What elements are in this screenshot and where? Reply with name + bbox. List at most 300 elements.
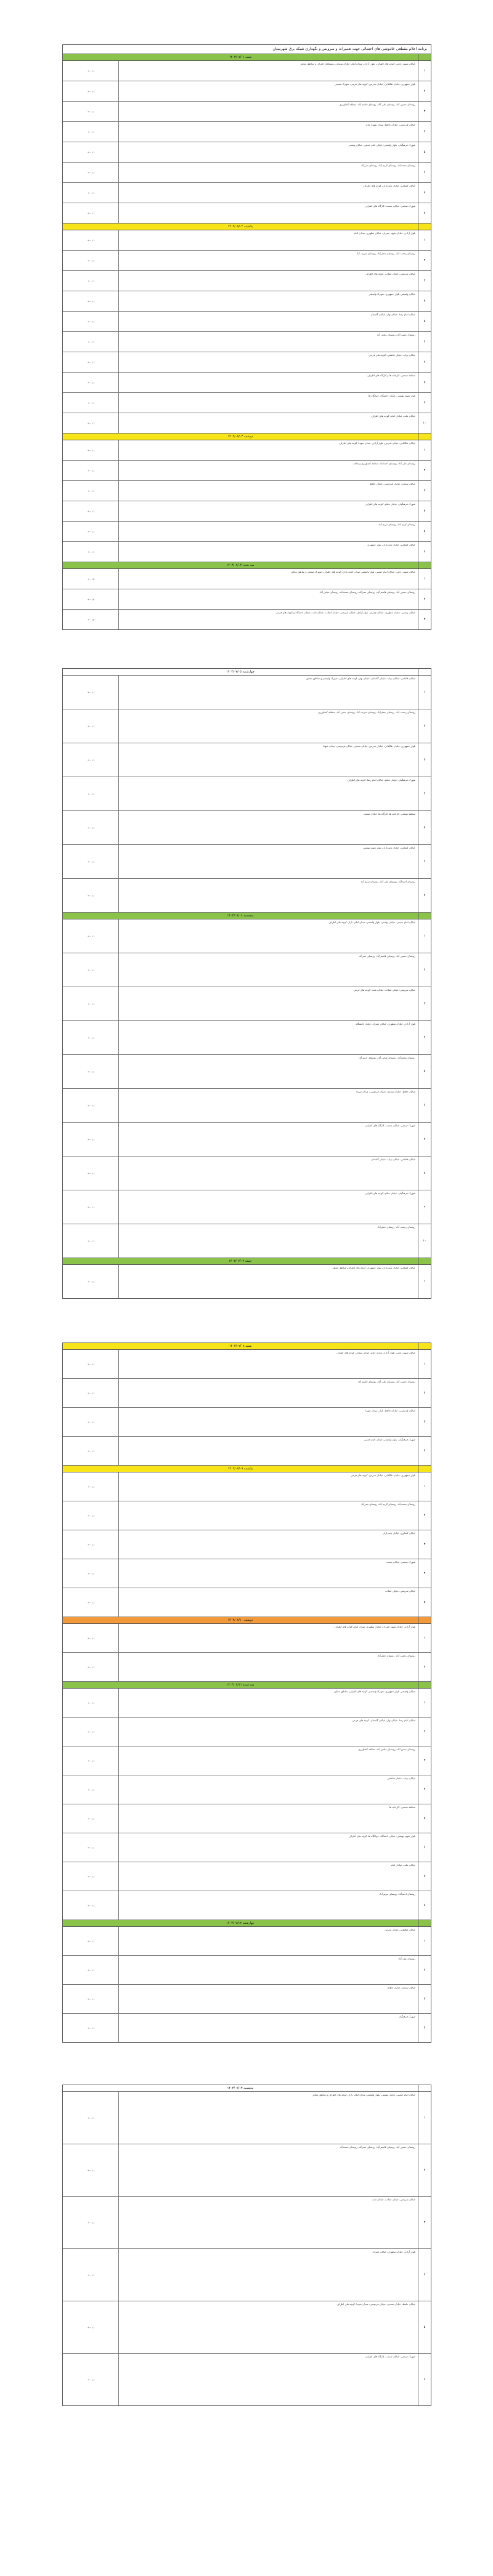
- table-row: [63, 352, 431, 373]
- row-areas: خیابان سعدی، خیابان فردوسی، خیابان حافظ: [370, 482, 415, 485]
- row-time: ۰۹ - ۱۱: [63, 1718, 119, 1746]
- table-row: [63, 251, 431, 271]
- table-row: [63, 610, 431, 629]
- row-areas: خیابان کشاورز، خیابان پاسداران، کوچه های اطراف: [363, 184, 415, 187]
- section-header-index-cell: [418, 913, 431, 919]
- row-areas: روستای حسین آباد، روستای قاسم آباد، روستای نصرآباد: [359, 955, 415, 958]
- table-row: [63, 953, 431, 987]
- section-label: سه شنبه ۱۴۰۳/۰۷/۰۴: [226, 563, 255, 567]
- row-time: ۰۹ - ۱۱: [63, 1927, 119, 1955]
- row-number: ۳: [418, 1530, 431, 1559]
- table-row: [63, 501, 431, 522]
- row-number: ۵: [418, 1588, 431, 1617]
- row-time: ۰۹ - ۱۱: [63, 987, 119, 1020]
- section-label: دوشنبه ۱۴۰۳/۰۷/۱۰: [227, 1618, 253, 1622]
- row-number: ۶: [418, 1089, 431, 1122]
- section-header: [63, 1617, 431, 1624]
- section-header: [63, 1258, 431, 1265]
- row-time: ۰۹ - ۱۱: [63, 413, 119, 433]
- row-areas: شهرک صنعتی، خیابان صنعت، کارگاه های اطراف: [365, 204, 415, 208]
- table-row: [63, 1653, 431, 1682]
- row-number: ۵: [418, 1055, 431, 1088]
- row-number: ۲: [418, 1956, 431, 1984]
- table-row: [63, 522, 431, 542]
- row-time: ۰۹ - ۱۱: [63, 1530, 119, 1559]
- table-row: [63, 845, 431, 879]
- page-title: برنامه اعلام مقطعی خاموشی های احتمالی جهت تعمیرات و سرویس و نگهداری شبکه برق شهرستان: [63, 45, 431, 54]
- row-number: ۴: [418, 2014, 431, 2042]
- table-row: [63, 1985, 431, 2014]
- row-time: ۰۹ - ۱۱: [63, 1408, 119, 1436]
- row-time: ۰۹ - ۱۱: [63, 2301, 119, 2353]
- row-areas: منطقه صنعتی، کارخانه ها، کارگاه ها، خیابان صنعت: [363, 812, 415, 815]
- table-row: [63, 142, 431, 163]
- section-label: شنبه ۱۴۰۳/۰۷/۰۱: [229, 55, 252, 59]
- row-number: ۳: [418, 610, 431, 629]
- section-header-index-cell: [418, 2085, 431, 2091]
- row-time: ۰۹ - ۱۱: [63, 709, 119, 743]
- table-row: [63, 440, 431, 461]
- row-number: ۷: [418, 1862, 431, 1891]
- row-time: ۰۹ - ۱۱: [63, 332, 119, 352]
- row-areas: روستای رحمت آباد، روستای جعفرآباد: [377, 1654, 415, 1657]
- row-number: ۱: [418, 1265, 431, 1298]
- schedule-table-4: [62, 2085, 431, 2406]
- row-areas: روستای محمدآباد، روستای کریم آباد، روستای نصرآباد: [361, 1503, 415, 1506]
- section-header: [63, 562, 431, 569]
- row-areas: روستای علی آباد: [398, 1957, 415, 1960]
- row-number: ۲: [418, 1379, 431, 1407]
- table-row: [63, 1265, 431, 1298]
- section-header-index-cell: [418, 1466, 431, 1472]
- table-row: [63, 481, 431, 501]
- table-row: [63, 461, 431, 481]
- section-header: [63, 1920, 431, 1927]
- section-header-index-cell: [418, 1343, 431, 1349]
- table-row: [63, 919, 431, 953]
- table-row: [63, 1530, 431, 1559]
- section-label: یکشنبه ۱۴۰۳/۰۷/۰۲: [227, 225, 253, 228]
- row-time: ۰۹ - ۱۱: [63, 1437, 119, 1465]
- table-row: [63, 102, 431, 122]
- section-label: پنجشنبه ۱۴۰۳/۰۷/۰۶: [227, 914, 254, 918]
- row-time: ۰۹ - ۱۱: [63, 1862, 119, 1891]
- row-areas: شهرک صنعتی، خیابان صنعت، کارگاه های اطراف: [365, 1124, 415, 1127]
- row-number: ۳: [418, 2197, 431, 2248]
- row-areas: خیابان فاطمی، خیابان نواب، خیابان گلستان، خیابان بهار، کوچه های اطراف، شهرک ولیعصر و مناطق مجاور: [306, 677, 415, 680]
- row-number: ۵: [418, 522, 431, 541]
- row-areas: بلوار آزادی، خیابان مطهری، خیابان چمران: [372, 2250, 415, 2253]
- row-areas: روستای رحمت آباد، روستای جعفرآباد، روستای شریف آباد: [356, 252, 415, 255]
- row-areas: روستای احمدآباد، روستای مریم آباد: [379, 1892, 415, 1896]
- row-time: ۰۹ - ۱۱: [63, 1055, 119, 1088]
- row-time: ۰۹ - ۱۳: [63, 589, 119, 609]
- table-row: [63, 1833, 431, 1862]
- section-label: دوشنبه ۱۴۰۳/۰۷/۰۳: [227, 435, 253, 438]
- row-areas: خیابان سعدی، خیابان حافظ: [387, 1986, 415, 1989]
- row-time: ۰۹ - ۱۱: [63, 522, 119, 541]
- row-number: ۱: [418, 569, 431, 589]
- section-header: [63, 1466, 431, 1472]
- section-header-index-cell: [418, 1617, 431, 1623]
- row-number: ۵: [418, 811, 431, 844]
- row-number: ۱: [418, 1927, 431, 1955]
- row-time: ۰۹ - ۱۱: [63, 1689, 119, 1717]
- row-time: ۰۹ - ۱۱: [63, 1588, 119, 1617]
- table-row: [63, 743, 431, 777]
- row-number: ۱: [418, 1689, 431, 1717]
- row-number: ۲: [418, 251, 431, 270]
- row-number: ۱: [418, 676, 431, 709]
- table-row: [63, 709, 431, 743]
- table-row: [63, 1588, 431, 1617]
- table-row: [63, 413, 431, 434]
- row-areas: خیابان شریعتی، خیابان انقلاب، خیابان ملت: [372, 2198, 415, 2201]
- row-areas: خیابان ملت، خیابان امام: [391, 1863, 415, 1867]
- row-time: ۰۹ - ۱۱: [63, 2014, 119, 2042]
- table-row: [63, 2014, 431, 2042]
- table-row: [63, 2354, 431, 2405]
- table-row: [63, 1089, 431, 1123]
- row-time: ۰۹ - ۱۱: [63, 1624, 119, 1652]
- row-areas: خیابان شریعتی، خیابان انقلاب، کوچه های اطراف: [365, 272, 415, 275]
- row-areas: بلوار جمهوری، خیابان طالقانی، خیابان مدرس، کوچه های فرعی، شهرک صنعتی: [335, 83, 415, 86]
- table-row: [63, 1123, 431, 1157]
- section-header-index-cell: [418, 1258, 431, 1264]
- row-time: ۰۹ - ۱۱: [63, 1472, 119, 1501]
- row-areas: روستای احمدآباد، روستای علی آباد، روستای مریم آباد: [361, 880, 415, 883]
- row-time: ۰۹ - ۱۱: [63, 122, 119, 142]
- row-number: ۱: [418, 230, 431, 250]
- row-time: ۰۹ - ۱۱: [63, 271, 119, 291]
- row-areas: شهرک فرهنگیان، خیابان معلم، کوچه های اطراف: [365, 1192, 415, 1195]
- table-row: [63, 1862, 431, 1891]
- table-row: [63, 2144, 431, 2197]
- row-time: ۰۹ - ۱۱: [63, 1089, 119, 1122]
- section-header-index-cell: [418, 1682, 431, 1688]
- table-row: [63, 183, 431, 203]
- row-areas: شهرک فرهنگیان: [398, 2015, 415, 2018]
- row-time: ۰۹ - ۱۱: [63, 919, 119, 953]
- row-number: ۵: [418, 1804, 431, 1833]
- row-time: ۰۹ - ۱۱: [63, 61, 119, 81]
- row-areas: خیابان کشاورز، خیابان پاسداران، بلوار جمهوری، کوچه های اطراف، مناطق مجاور: [332, 1266, 415, 1269]
- table-row: [63, 332, 431, 352]
- row-areas: خیابان امام رضا، خیابان بهار، خیابان گلستان: [370, 313, 415, 316]
- row-time: ۰۹ - ۱۱: [63, 743, 119, 777]
- row-number: ۲: [418, 953, 431, 987]
- table-row: [63, 312, 431, 332]
- row-number: ۱: [418, 2092, 431, 2144]
- row-number: ۲: [418, 709, 431, 743]
- row-areas: خیابان شریعتی، خیابان انقلاب، خیابان ملت، کوچه های فرعی: [353, 988, 415, 991]
- table-row: [63, 393, 431, 413]
- row-time: ۰۹ - ۱۱: [63, 811, 119, 844]
- table-row: [63, 1746, 431, 1775]
- row-areas: خیابان فردوسی، خیابان حافظ، بازار، میدان شهدا: [365, 1409, 415, 1412]
- table-row: [63, 1190, 431, 1224]
- row-areas: منطقه صنعتی، کارخانه ها و کارگاه های اطراف: [367, 374, 415, 377]
- row-time: ۰۹ - ۱۱: [63, 291, 119, 311]
- row-time: ۰۹ - ۱۱: [63, 1559, 119, 1588]
- row-areas: خیابان شریعتی، خیابان انقلاب: [385, 1589, 415, 1593]
- table-row: [63, 163, 431, 183]
- row-time: ۰۹ - ۱۱: [63, 102, 119, 121]
- row-time: ۰۹ - ۱۱: [63, 142, 119, 162]
- row-number: ۴: [418, 2249, 431, 2301]
- row-number: ۲: [418, 1718, 431, 1746]
- row-time: ۰۹ - ۱۱: [63, 676, 119, 709]
- row-time: ۰۹ - ۱۱: [63, 352, 119, 372]
- row-areas: بلوار شهید بهشتی، خیابان دانشگاه، خوابگاه ها، کوچه های اطراف: [348, 1835, 415, 1838]
- section-header: [63, 434, 431, 440]
- row-areas: بلوار جمهوری، خیابان طالقانی، خیابان مدرس، کوچه های فرعی: [351, 1474, 415, 1477]
- table-row: [63, 1224, 431, 1258]
- row-number: ۵: [418, 2301, 431, 2353]
- row-time: ۰۹ - ۱۱: [63, 163, 119, 182]
- row-areas: روستای حسین آباد، روستای قاسم آباد، روستای نصرآباد، روستای محمدآباد، روستای عباس آباد: [319, 591, 415, 594]
- row-areas: خیابان ولیعصر، بلوار جمهوری، شهرک ولیعصر: [369, 293, 415, 296]
- table-row: [63, 1775, 431, 1804]
- row-number: ۳: [418, 481, 431, 501]
- schedule-table-2: [62, 668, 431, 1299]
- row-number: ۱: [418, 440, 431, 460]
- row-number: ۳: [418, 271, 431, 291]
- section-header: [63, 913, 431, 919]
- section-label: سه شنبه ۱۴۰۳/۰۷/۱۱: [226, 1683, 255, 1687]
- section-label: پنجشنبه ۱۴۰۳/۰۷/۱۳: [227, 2086, 254, 2090]
- row-number: ۹: [418, 1190, 431, 1224]
- row-time: ۰۹ - ۱۱: [63, 1746, 119, 1775]
- row-areas: خیابان شهید رجایی، کوچه های اطراف، بلوار آزادی، میدان امام، خیابان سعدی، روستاهای اطراف و مناطق مجاور: [300, 62, 415, 65]
- table-row: [63, 1157, 431, 1190]
- row-time: ۰۹ - ۱۱: [63, 1985, 119, 2013]
- row-time: ۰۹ - ۱۱: [63, 777, 119, 810]
- row-number: ۴: [418, 501, 431, 521]
- row-number: ۶: [418, 163, 431, 182]
- section-header: [63, 1343, 431, 1350]
- row-time: ۰۹ - ۱۱: [63, 1775, 119, 1804]
- row-time: ۰۹ - ۱۱: [63, 440, 119, 460]
- table-row: [63, 542, 431, 562]
- row-number: ۸: [418, 1891, 431, 1920]
- table-row: [63, 1021, 431, 1055]
- row-areas: خیابان امام خمینی، خیابان بهشتی، بلوار ولیعصر، میدان امام، بازار، کوچه های اطراف: [328, 921, 415, 924]
- row-areas: خیابان کشاورز، خیابان پاسداران: [383, 1532, 415, 1535]
- row-time: ۰۹ - ۱۱: [63, 2354, 119, 2405]
- section-header: [63, 1682, 431, 1689]
- table-row: [63, 1559, 431, 1588]
- section-header-index-cell: [418, 562, 431, 568]
- row-number: ۸: [418, 373, 431, 392]
- row-areas: خیابان شهید رجایی، خیابان امام خمینی، بلوار ولیعصر، میدان امام، بازار، کوچه های اطراف، شهرک صنعتی و مناطق مجاور: [291, 570, 415, 573]
- row-time: ۰۹ - ۱۱: [63, 393, 119, 413]
- row-number: ۶: [418, 332, 431, 352]
- row-areas: شهرک فرهنگیان، خیابان معلم، کوچه های اطراف: [365, 503, 415, 506]
- row-areas: خیابان شهید رجایی، بلوار آزادی، میدان امام، خیابان سعدی، کوچه های اطراف: [336, 1351, 415, 1354]
- section-label: چهارشنبه ۱۴۰۳/۰۷/۰۵: [226, 670, 255, 674]
- section-header: [63, 224, 431, 230]
- row-areas: شهرک صنعتی، خیابان صنعت: [386, 1561, 415, 1564]
- row-areas: شهرک فرهنگیان، خیابان معلم، خیابان امام رضا، کوچه های اطراف: [347, 778, 415, 781]
- row-number: ۷: [418, 183, 431, 203]
- table-row: [63, 1804, 431, 1833]
- row-time: ۰۹ - ۱۱: [63, 1956, 119, 1984]
- row-number: ۴: [418, 1021, 431, 1054]
- row-time: ۰۹ - ۱۱: [63, 203, 119, 223]
- section-header: [63, 54, 431, 61]
- row-time: ۰۹ - ۱۱: [63, 2197, 119, 2248]
- table-row: [63, 2197, 431, 2249]
- row-number: ۳: [418, 1408, 431, 1436]
- row-number: ۹: [418, 393, 431, 413]
- section-header: [63, 669, 431, 676]
- row-number: ۵: [418, 312, 431, 331]
- row-number: ۶: [418, 2354, 431, 2405]
- table-row: [63, 1927, 431, 1956]
- row-number: ۴: [418, 1775, 431, 1804]
- table-row: [63, 676, 431, 709]
- row-number: ۶: [418, 542, 431, 562]
- row-areas: بلوار آزادی، خیابان شهید چمران، خیابان مطهری، میدان امام: [354, 232, 415, 235]
- row-number: ۱: [418, 61, 431, 81]
- row-time: ۰۹ - ۱۱: [63, 1157, 119, 1190]
- row-areas: خیابان کشاورز، خیابان پاسداران، بلوار جمهوری: [367, 543, 415, 546]
- table-row: [63, 1055, 431, 1089]
- section-header-index-cell: [418, 669, 431, 675]
- row-number: ۱: [418, 1472, 431, 1501]
- section-header: [63, 2085, 431, 2092]
- table-row: [63, 569, 431, 589]
- row-number: ۸: [418, 203, 431, 223]
- row-areas: خیابان کشاورز، خیابان پاسداران، بلوار شهید بهشتی: [362, 846, 415, 849]
- row-number: ۳: [418, 743, 431, 777]
- row-time: ۰۹ - ۱۱: [63, 879, 119, 912]
- row-time: ۰۹ - ۱۱: [63, 481, 119, 501]
- table-row: [63, 122, 431, 142]
- row-number: ۱۰: [418, 1224, 431, 1258]
- table-row: [63, 2249, 431, 2301]
- table-row: [63, 777, 431, 811]
- row-areas: خیابان حافظ، خیابان سعدی، خیابان فردوسی، میدان شهدا: [356, 1090, 415, 1093]
- row-time: ۰۹ - ۱۱: [63, 501, 119, 521]
- row-areas: منطقه صنعتی، کارخانه ها: [389, 1806, 415, 1809]
- row-time: ۰۹ - ۱۱: [63, 1501, 119, 1530]
- row-time: ۰۹ - ۱۱: [63, 373, 119, 392]
- table-row: [63, 1472, 431, 1501]
- row-areas: روستای محمدآباد، روستای عباس آباد، روستای کریم آباد: [358, 1056, 415, 1059]
- table-row: [63, 1689, 431, 1718]
- table-row: [63, 81, 431, 102]
- row-number: ۲: [418, 81, 431, 101]
- row-areas: خیابان ملت، خیابان امام، کوچه های اطراف: [371, 414, 415, 418]
- row-time: ۰۹ - ۱۱: [63, 251, 119, 270]
- row-number: ۲: [418, 1501, 431, 1530]
- table-row: [63, 811, 431, 845]
- row-number: ۶: [418, 845, 431, 878]
- row-number: ۲: [418, 2144, 431, 2196]
- row-number: ۴: [418, 777, 431, 810]
- table-row: [63, 1891, 431, 1920]
- row-areas: روستای کریم آباد، روستای مریم آباد: [378, 523, 415, 526]
- row-areas: خیابان نواب، خیابان فاطمی، کوچه های فرعی: [369, 353, 415, 357]
- row-time: ۰۹ - ۱۱: [63, 1891, 119, 1920]
- row-areas: خیابان نواب، خیابان فاطمی: [387, 1777, 415, 1780]
- section-label: چهارشنبه ۱۴۰۳/۰۷/۱۲: [226, 1921, 255, 1925]
- schedule-table-1: [62, 44, 431, 630]
- row-areas: روستای حسن آباد، روستای عباس آباد: [377, 333, 415, 336]
- row-time: ۰۹ - ۱۱: [63, 1265, 119, 1298]
- row-number: ۱۰: [418, 413, 431, 433]
- row-areas: شهرک صنعتی، خیابان صنعت، کارگاه های اطراف: [365, 2355, 415, 2358]
- row-areas: خیابان ولیعصر، بلوار جمهوری، شهرک ولیعصر، کوچه های اطراف، مناطق مجاور: [334, 1690, 415, 1693]
- row-areas: روستای حسن آباد، روستای عباس آباد، منطقه کشاورزی: [358, 1748, 415, 1751]
- row-areas: خیابان امام رضا، خیابان بهار، خیابان گلستان، کوچه های فرعی: [352, 1719, 415, 1722]
- row-number: ۴: [418, 1437, 431, 1465]
- table-row: [63, 1408, 431, 1437]
- row-number: ۴: [418, 122, 431, 142]
- row-time: ۰۹ - ۱۱: [63, 542, 119, 562]
- row-areas: خیابان طالقانی، خیابان مدرس، بلوار آزادی، میدان شهدا، کوچه های اطراف: [339, 442, 415, 445]
- row-areas: روستای حسین آباد، روستای علی آباد، روستای قاسم آباد: [357, 1380, 415, 1383]
- row-number: ۸: [418, 1157, 431, 1190]
- row-number: ۵: [418, 142, 431, 162]
- row-number: ۲: [418, 589, 431, 609]
- row-number: ۲: [418, 461, 431, 480]
- table-row: [63, 879, 431, 913]
- row-time: ۰۹ - ۱۱: [63, 2092, 119, 2144]
- row-time: ۰۹ - ۱۱: [63, 1653, 119, 1681]
- table-row: [63, 373, 431, 393]
- row-time: ۰۹ - ۱۱: [63, 1833, 119, 1862]
- row-number: ۳: [418, 102, 431, 121]
- row-areas: بلوار جمهوری، خیابان طالقانی، خیابان مدرس، خیابان سعدی، خیابان فردوسی، میدان شهدا: [323, 745, 415, 748]
- row-areas: خیابان حافظ، خیابان سعدی، خیابان فردوسی، میدان شهدا، کوچه های اطراف: [336, 2303, 415, 2306]
- row-number: ۱: [418, 1350, 431, 1378]
- schedule-table-3: [62, 1343, 431, 2043]
- table-row: [63, 987, 431, 1021]
- row-areas: بلوار شهید بهشتی، خیابان دانشگاه، خوابگاه ها: [368, 394, 415, 397]
- row-areas: خیابان بهشتی، خیابان مطهری، خیابان چمران، بلوار آزادی، خیابان شریعتی، خیابان انقلاب، خیابان ملت، خیابان دانشگاه و کوچه های فرعی: [275, 611, 415, 614]
- row-number: ۶: [418, 1833, 431, 1862]
- row-number: ۱: [418, 919, 431, 953]
- table-row: [63, 589, 431, 610]
- section-label: یکشنبه ۱۴۰۳/۰۷/۰۹: [227, 1467, 253, 1471]
- row-time: ۰۹ - ۱۱: [63, 81, 119, 101]
- row-areas: روستای حسین آباد، روستای قاسم آباد، روستای نصرآباد، روستای محمدآباد: [340, 2146, 415, 2149]
- row-number: ۴: [418, 291, 431, 311]
- section-header-index-cell: [418, 434, 431, 440]
- row-time: ۰۹ - ۱۱: [63, 1350, 119, 1378]
- row-areas: روستای رحمت آباد، روستای جعفرآباد: [377, 1225, 415, 1229]
- row-areas: شهرک فرهنگیان، بلوار ولیعصر، خیابان امام خمینی، خیابان بهشتی: [348, 143, 415, 147]
- table-row: [63, 2092, 431, 2144]
- row-time: ۰۹ - ۱۱: [63, 1804, 119, 1833]
- row-time: ۰۹ - ۱۱: [63, 1190, 119, 1224]
- row-time: ۰۹ - ۱۱: [63, 1224, 119, 1258]
- table-row: [63, 291, 431, 312]
- row-time: ۰۹ - ۱۱: [63, 845, 119, 878]
- row-number: ۳: [418, 987, 431, 1020]
- table-row: [63, 2301, 431, 2354]
- table-row: [63, 203, 431, 224]
- row-areas: روستای حسین آباد، روستای علی آباد، روستای قاسم آباد، منطقه کشاورزی: [339, 103, 415, 106]
- row-time: ۰۹ - ۱۱: [63, 953, 119, 987]
- row-time: ۰۹ - ۱۱: [63, 461, 119, 480]
- row-areas: روستای علی آباد، روستای احمدآباد، منطقه کشاورزی و باغات: [352, 462, 415, 465]
- row-time: ۰۹ - ۱۱: [63, 312, 119, 331]
- row-number: ۲: [418, 1653, 431, 1681]
